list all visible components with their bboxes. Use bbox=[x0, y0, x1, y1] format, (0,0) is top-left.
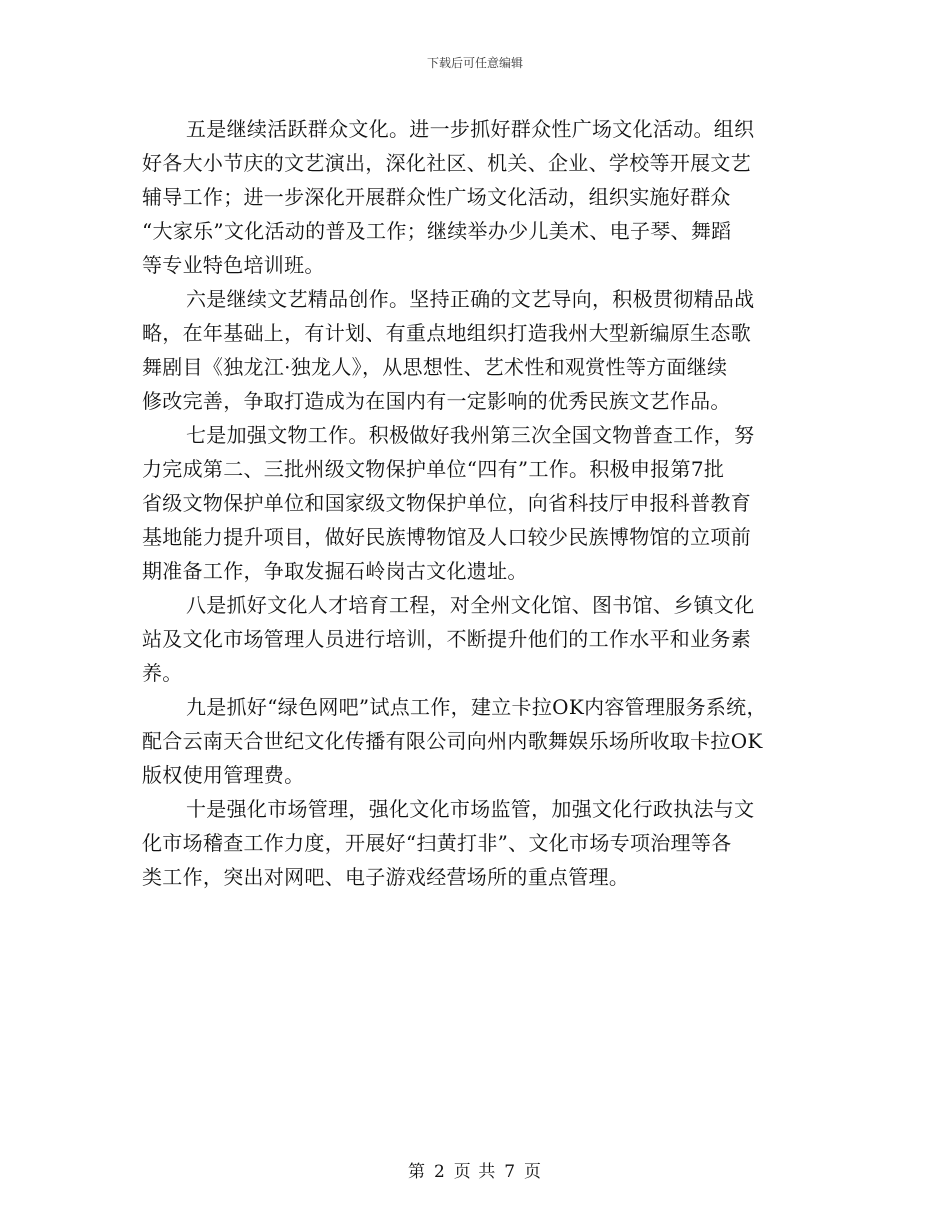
header-note: 下载后可任意编辑 bbox=[426, 56, 523, 70]
text-line: 基地能力提升项目，做好民族博物馆及人口较少民族博物馆的立项前 bbox=[142, 525, 751, 549]
text-line: 略，在年基础上，有计划、有重点地组织打造我州大型新编原生态歌 bbox=[142, 321, 751, 345]
text-line: “大家乐”文化活动的普及工作；继续举办少儿美术、电子琴、舞蹈 bbox=[142, 219, 732, 243]
total-pages-number: 7 bbox=[504, 1162, 517, 1182]
text-line: 八是抓好文化人才培育工程，对全州文化馆、图书馆、乡镇文化 bbox=[186, 593, 755, 617]
text-line: 辅导工作；进一步深化开展群众性广场文化活动，组织实施好群众 bbox=[142, 185, 731, 209]
text-line: 版权使用管理费。 bbox=[142, 763, 305, 787]
text-line: 九是抓好“绿色网吧”试点工作，建立卡拉OK内容管理服务系统， bbox=[186, 695, 767, 719]
paragraph-6-art-creation bbox=[142, 282, 832, 418]
page-prefix: 第 bbox=[407, 1162, 426, 1182]
text-line: 修改完善，争取打造成为在国内有一定影响的优秀民族文艺作品。 bbox=[142, 389, 731, 413]
paragraph-7-cultural-relics bbox=[142, 418, 832, 588]
text-line: 省级文物保护单位和国家级文物保护单位，向省科技厅申报科普教育 bbox=[142, 491, 751, 515]
text-line: 十是强化市场管理，强化文化市场监管，加强文化行政执法与文 bbox=[186, 797, 755, 821]
text-line: 七是加强文物工作。积极做好我州第三次全国文物普查工作，努 bbox=[186, 423, 755, 447]
page-suffix: 页 bbox=[524, 1162, 543, 1182]
text-line: 站及文化市场管理人员进行培训，不断提升他们的工作水平和业务素 bbox=[142, 627, 751, 651]
text-line: 化市场稽查工作力度，开展好“扫黄打非”、文化市场专项治理等各 bbox=[142, 831, 732, 855]
text-line: 六是继续文艺精品创作。坚持正确的文艺导向，积极贯彻精品战 bbox=[186, 287, 755, 311]
text-line: 力完成第二、三批州级文物保护单位“四有”工作。积极申报第7批 bbox=[142, 457, 725, 481]
paragraph-8-talent-training bbox=[142, 588, 832, 690]
text-line: 五是继续活跃群众文化。进一步抓好群众性广场文化活动。组织 bbox=[186, 117, 755, 141]
text-line: 养。 bbox=[142, 661, 183, 685]
text-line: 类工作，突出对网吧、电子游戏经营场所的重点管理。 bbox=[142, 865, 630, 889]
text-line: 期准备工作，争取发掘石岭岗古文化遗址。 bbox=[142, 559, 528, 583]
text-line: 好各大小节庆的文艺演出，深化社区、机关、企业、学校等开展文艺 bbox=[142, 151, 751, 175]
document-body bbox=[142, 112, 832, 894]
text-line: 配合云南天合世纪文化传播有限公司向州内歌舞娱乐场所收取卡拉OK bbox=[142, 729, 763, 753]
page-number-footer bbox=[0, 1157, 950, 1182]
page-mid-text: 页 共 bbox=[453, 1162, 497, 1182]
paragraph-5-mass-culture bbox=[142, 112, 832, 282]
text-line: 舞剧目《独龙江·独龙人》，从思想性、艺术性和观赏性等方面继续 bbox=[142, 355, 728, 379]
paragraph-10-market-management bbox=[142, 792, 832, 894]
text-line: 等专业特色培训班。 bbox=[142, 253, 325, 277]
paragraph-9-green-internet-cafe bbox=[142, 690, 832, 792]
current-page-number: 2 bbox=[433, 1162, 446, 1182]
